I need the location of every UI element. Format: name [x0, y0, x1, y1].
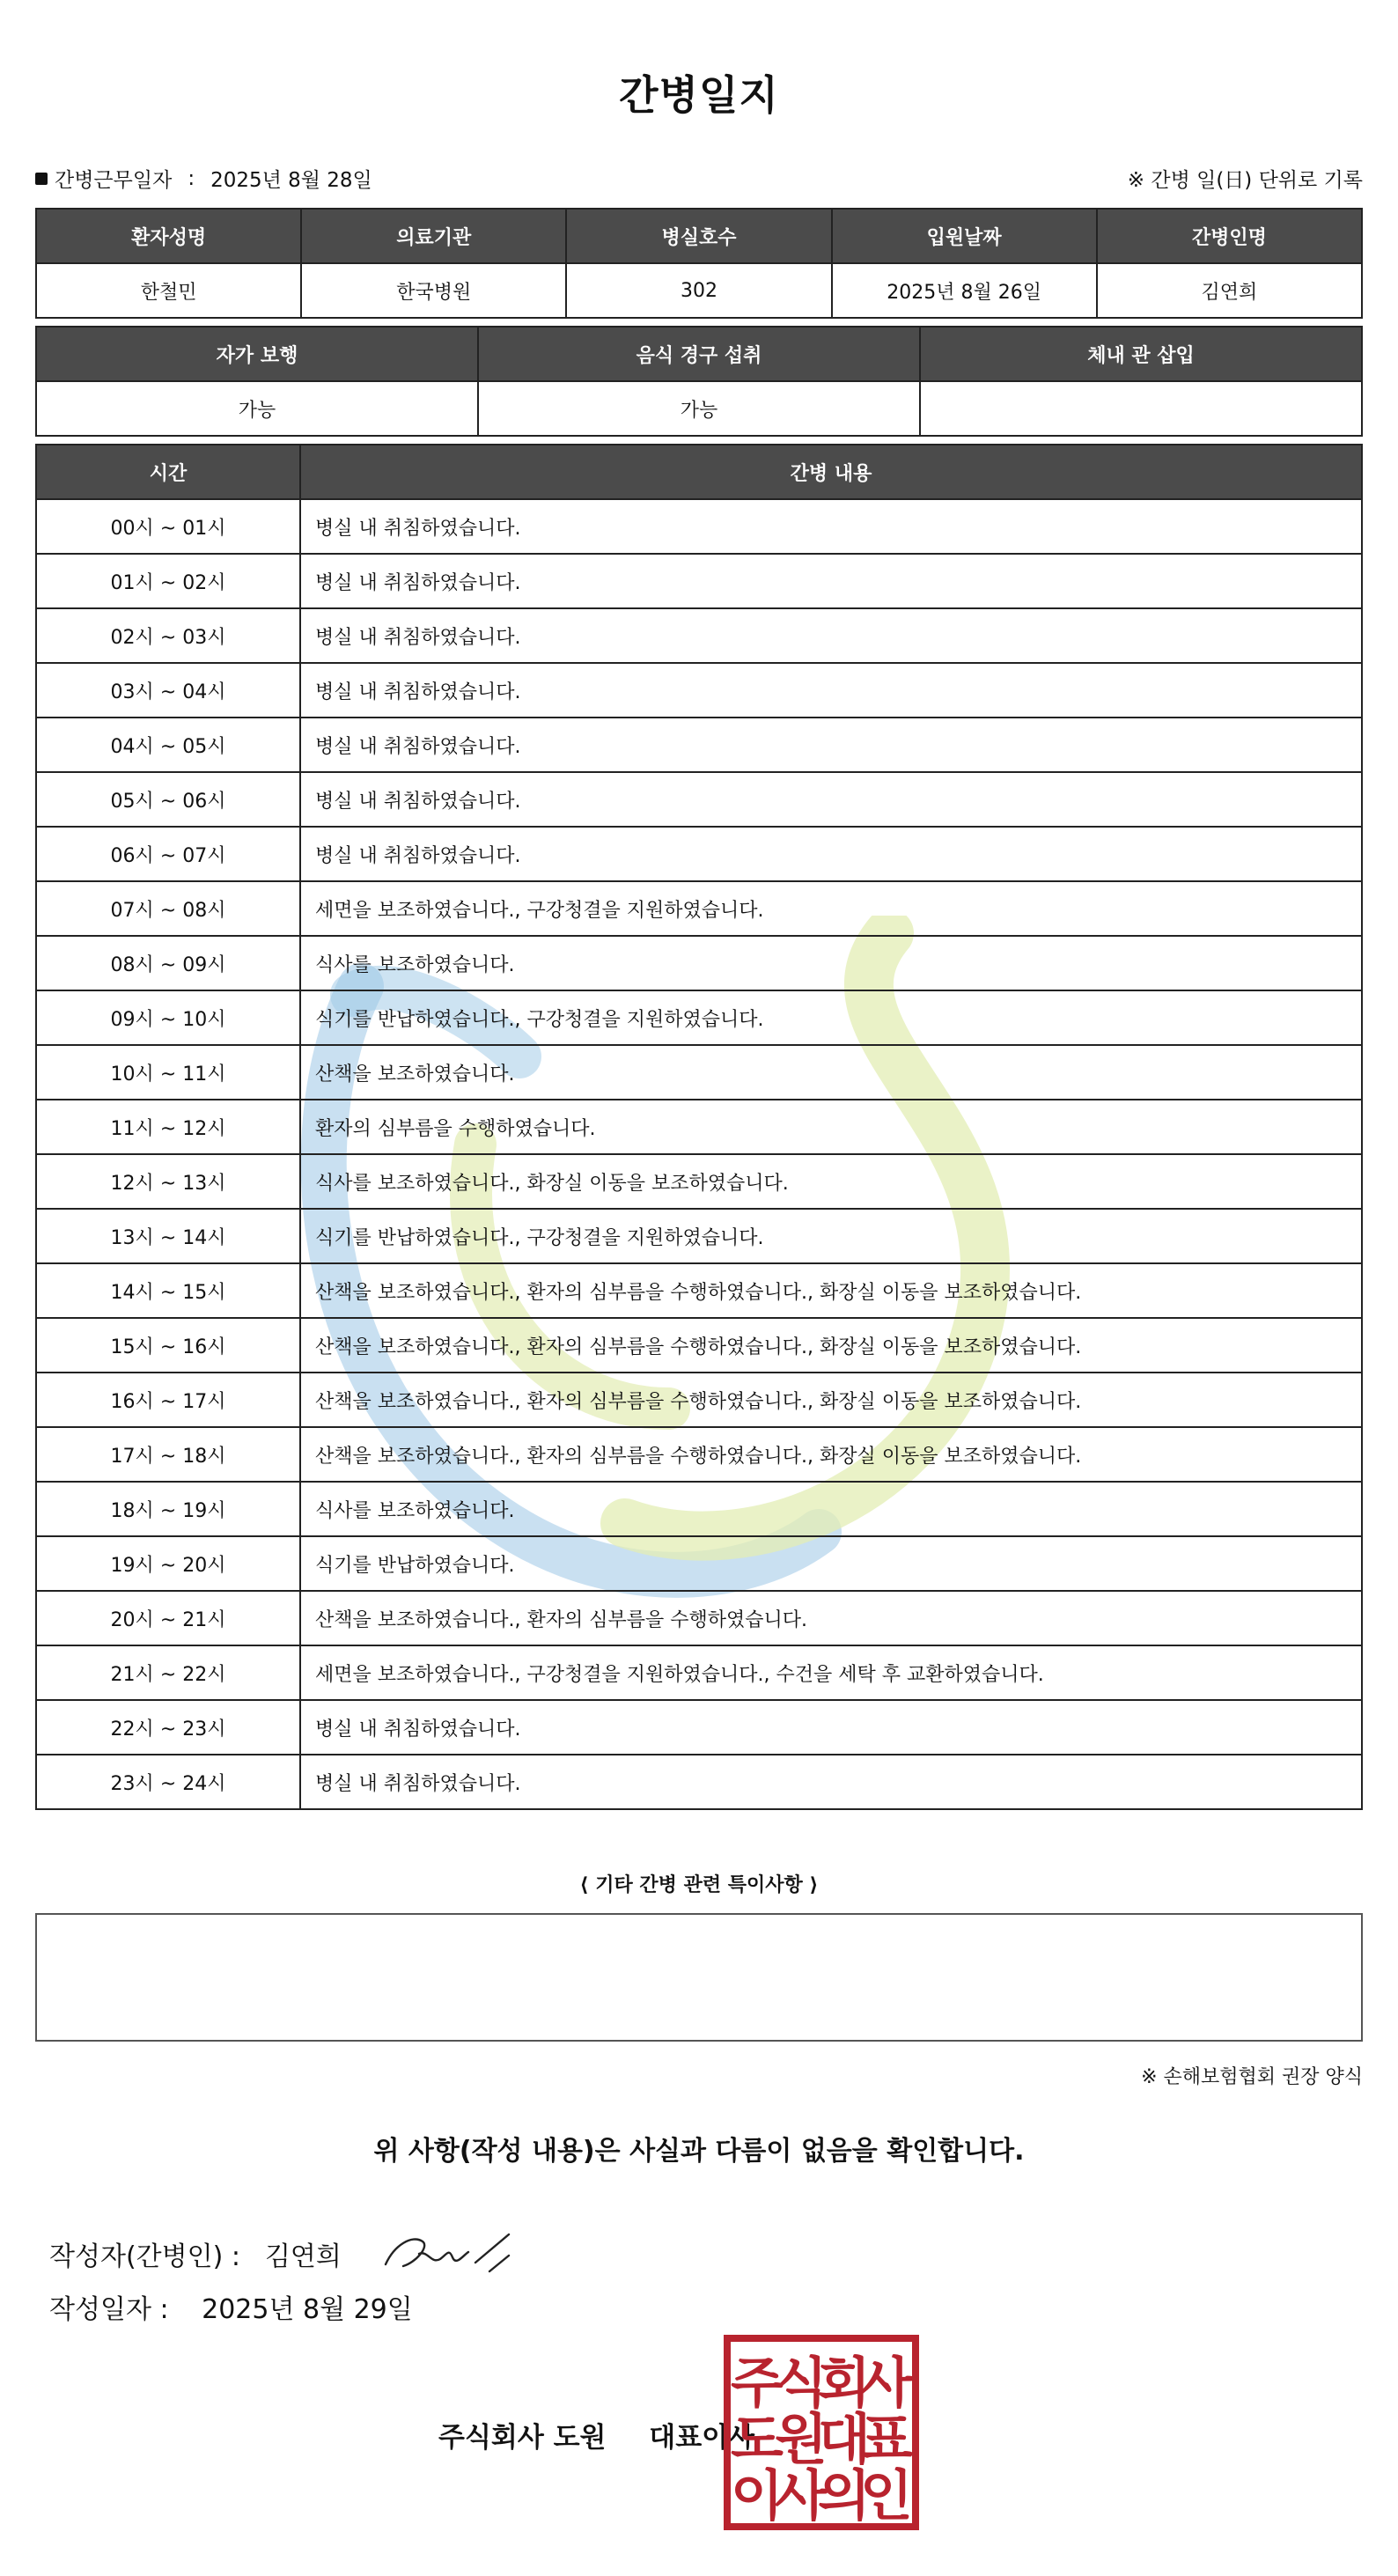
table-row — [36, 936, 1362, 990]
time-cell: 14시 ~ 15시 — [36, 1263, 300, 1318]
svg-text:인: 인 — [860, 2463, 913, 2528]
write-date-line — [49, 2287, 413, 2326]
content-cell: 세면을 보조하였습니다., 구강청결을 지원하였습니다., 수건을 세탁 후 교환하였습니다. — [300, 1645, 1362, 1700]
form-note: ※ 손해보험협회 권장 양식 — [1141, 2066, 1363, 2088]
table-row — [36, 1100, 1362, 1154]
room-number: 302 — [566, 263, 831, 318]
remarks-title: ⟨ 기타 간병 관련 특이사항 ⟩ — [579, 1874, 819, 1896]
table-row — [36, 554, 1362, 608]
time-cell: 17시 ~ 18시 — [36, 1427, 300, 1482]
svg-text:도: 도 — [731, 2407, 784, 2471]
content-cell: 식사를 보조하였습니다., 화장실 이동을 보조하였습니다. — [300, 1154, 1362, 1209]
time-cell: 18시 ~ 19시 — [36, 1482, 300, 1536]
time-cell: 01시 ~ 02시 — [36, 554, 300, 608]
table-row — [36, 1755, 1362, 1809]
hospital-name: 한국병원 — [301, 263, 566, 318]
time-cell: 12시 ~ 13시 — [36, 1154, 300, 1209]
page-title: 간병일지 — [619, 71, 779, 119]
content-cell: 산책을 보조하였습니다., 환자의 심부름을 수행하였습니다., 화장실 이동을 보조하였습니다. — [300, 1373, 1362, 1427]
time-cell: 11시 ~ 12시 — [36, 1100, 300, 1154]
table-row — [36, 827, 1362, 881]
time-cell: 10시 ~ 11시 — [36, 1045, 300, 1100]
header-time: 시간 — [36, 445, 300, 499]
time-cell: 09시 ~ 10시 — [36, 990, 300, 1045]
writer-label: 작성자(간병인) : — [49, 2241, 240, 2272]
time-cell: 02시 ~ 03시 — [36, 608, 300, 663]
time-cell: 23시 ~ 24시 — [36, 1755, 300, 1809]
svg-text:이: 이 — [731, 2463, 784, 2528]
content-cell: 산책을 보조하였습니다., 환자의 심부름을 수행하였습니다. — [300, 1591, 1362, 1645]
header-caregiver: 간병인명 — [1097, 209, 1362, 263]
svg-text:사: 사 — [860, 2351, 913, 2415]
table-row — [36, 608, 1362, 663]
content-cell: 세면을 보조하였습니다., 구강청결을 지원하였습니다. — [300, 881, 1362, 936]
table-row — [36, 1318, 1362, 1373]
admission-date: 2025년 8월 26일 — [832, 263, 1097, 318]
content-cell: 병실 내 취침하였습니다. — [300, 554, 1362, 608]
svg-text:의: 의 — [818, 2463, 871, 2528]
header-room: 병실호수 — [566, 209, 831, 263]
content-cell: 환자의 심부름을 수행하였습니다. — [300, 1100, 1362, 1154]
time-cell: 21시 ~ 22시 — [36, 1645, 300, 1700]
content-cell: 식사를 보조하였습니다. — [300, 936, 1362, 990]
content-cell: 식사를 보조하였습니다. — [300, 1482, 1362, 1536]
time-cell: 20시 ~ 21시 — [36, 1591, 300, 1645]
time-cell: 00시 ~ 01시 — [36, 499, 300, 554]
work-date-sep: : — [188, 166, 195, 190]
table-row — [36, 772, 1362, 827]
oral-intake-value: 가능 — [478, 381, 920, 436]
content-cell: 병실 내 취침하였습니다. — [300, 1700, 1362, 1755]
remarks-box — [35, 1913, 1363, 2042]
content-cell: 식기를 반납하였습니다., 구강청결을 지원하였습니다. — [300, 1209, 1362, 1263]
time-cell: 07시 ~ 08시 — [36, 881, 300, 936]
table-row — [36, 499, 1362, 554]
work-date-line — [35, 164, 1363, 190]
table-row — [36, 881, 1362, 936]
signature — [377, 2219, 518, 2289]
time-cell: 19시 ~ 20시 — [36, 1536, 300, 1591]
time-cell: 06시 ~ 07시 — [36, 827, 300, 881]
svg-text:표: 표 — [860, 2407, 913, 2471]
work-date-value: 2025년 8월 28일 — [210, 169, 372, 192]
company-name: 주식회사 도원 — [438, 2422, 607, 2454]
time-cell: 15시 ~ 16시 — [36, 1318, 300, 1373]
care-log-table — [35, 444, 1363, 1810]
header-hospital: 의료기관 — [301, 209, 566, 263]
table-row — [36, 1482, 1362, 1536]
svg-text:식: 식 — [775, 2351, 828, 2415]
table-row — [36, 990, 1362, 1045]
patient-status-table — [35, 326, 1363, 437]
table-row — [36, 1427, 1362, 1482]
content-cell: 산책을 보조하였습니다., 환자의 심부름을 수행하였습니다., 화장실 이동을 보조하였습니다. — [300, 1318, 1362, 1373]
ceo-title: 대표이사 — [649, 2422, 755, 2454]
svg-text:대: 대 — [818, 2407, 871, 2471]
work-date-label: 간병근무일자 — [55, 169, 173, 192]
table-row — [36, 1373, 1362, 1427]
header-admission-date: 입원날짜 — [832, 209, 1097, 263]
tube-insertion-value — [920, 381, 1362, 436]
self-walking-value: 가능 — [36, 381, 478, 436]
content-cell: 병실 내 취침하였습니다. — [300, 663, 1362, 718]
table-row — [36, 663, 1362, 718]
table-row — [36, 1154, 1362, 1209]
svg-text:회: 회 — [818, 2351, 871, 2415]
table-row — [36, 1045, 1362, 1100]
content-cell: 산책을 보조하였습니다. — [300, 1045, 1362, 1100]
content-cell: 병실 내 취침하였습니다. — [300, 499, 1362, 554]
table-row — [36, 1700, 1362, 1755]
writer-line — [49, 2219, 518, 2289]
table-row — [36, 1263, 1362, 1318]
time-cell: 08시 ~ 09시 — [36, 936, 300, 990]
writer-name: 김연희 — [264, 2241, 342, 2272]
time-cell: 16시 ~ 17시 — [36, 1373, 300, 1427]
content-cell: 병실 내 취침하였습니다. — [300, 827, 1362, 881]
company-line — [438, 2415, 754, 2455]
table-row — [36, 1536, 1362, 1591]
svg-text:주: 주 — [731, 2351, 784, 2415]
table-row — [36, 1209, 1362, 1263]
header-patient-name: 환자성명 — [36, 209, 301, 263]
time-cell: 05시 ~ 06시 — [36, 772, 300, 827]
write-date-value: 2025년 8월 29일 — [202, 2294, 413, 2325]
header-care-content: 간병 내용 — [300, 445, 1362, 499]
header-self-walking: 자가 보행 — [36, 327, 478, 381]
patient-info-table — [35, 208, 1363, 319]
content-cell: 병실 내 취침하였습니다. — [300, 718, 1362, 772]
square-bullet-icon — [35, 173, 48, 185]
write-date-label: 작성일자 : — [49, 2294, 169, 2325]
confirmation-statement: 위 사항(작성 내용)은 사실과 다름이 없음을 확인합니다. — [373, 2136, 1025, 2167]
content-cell: 식기를 반납하였습니다. — [300, 1536, 1362, 1591]
content-cell: 산책을 보조하였습니다., 환자의 심부름을 수행하였습니다., 화장실 이동을 보조하였습니다. — [300, 1427, 1362, 1482]
table-row — [36, 1591, 1362, 1645]
content-cell: 병실 내 취침하였습니다. — [300, 772, 1362, 827]
unit-note: ※ 간병 일(日) 단위로 기록 — [1127, 169, 1363, 192]
time-cell: 13시 ~ 14시 — [36, 1209, 300, 1263]
patient-name: 한철민 — [36, 263, 301, 318]
content-cell: 식기를 반납하였습니다., 구강청결을 지원하였습니다. — [300, 990, 1362, 1045]
svg-text:원: 원 — [775, 2407, 828, 2471]
time-cell: 03시 ~ 04시 — [36, 663, 300, 718]
content-cell: 병실 내 취침하였습니다. — [300, 1755, 1362, 1809]
time-cell: 22시 ~ 23시 — [36, 1700, 300, 1755]
company-seal-stamp — [724, 2335, 919, 2530]
content-cell: 산책을 보조하였습니다., 환자의 심부름을 수행하였습니다., 화장실 이동을 보조하였습니다. — [300, 1263, 1362, 1318]
caregiver-name: 김연희 — [1097, 263, 1362, 318]
table-row — [36, 1645, 1362, 1700]
content-cell: 병실 내 취침하였습니다. — [300, 608, 1362, 663]
header-tube-insertion: 체내 관 삽입 — [920, 327, 1362, 381]
svg-text:사: 사 — [775, 2463, 828, 2528]
time-cell: 04시 ~ 05시 — [36, 718, 300, 772]
header-oral-intake: 음식 경구 섭취 — [478, 327, 920, 381]
table-row — [36, 718, 1362, 772]
